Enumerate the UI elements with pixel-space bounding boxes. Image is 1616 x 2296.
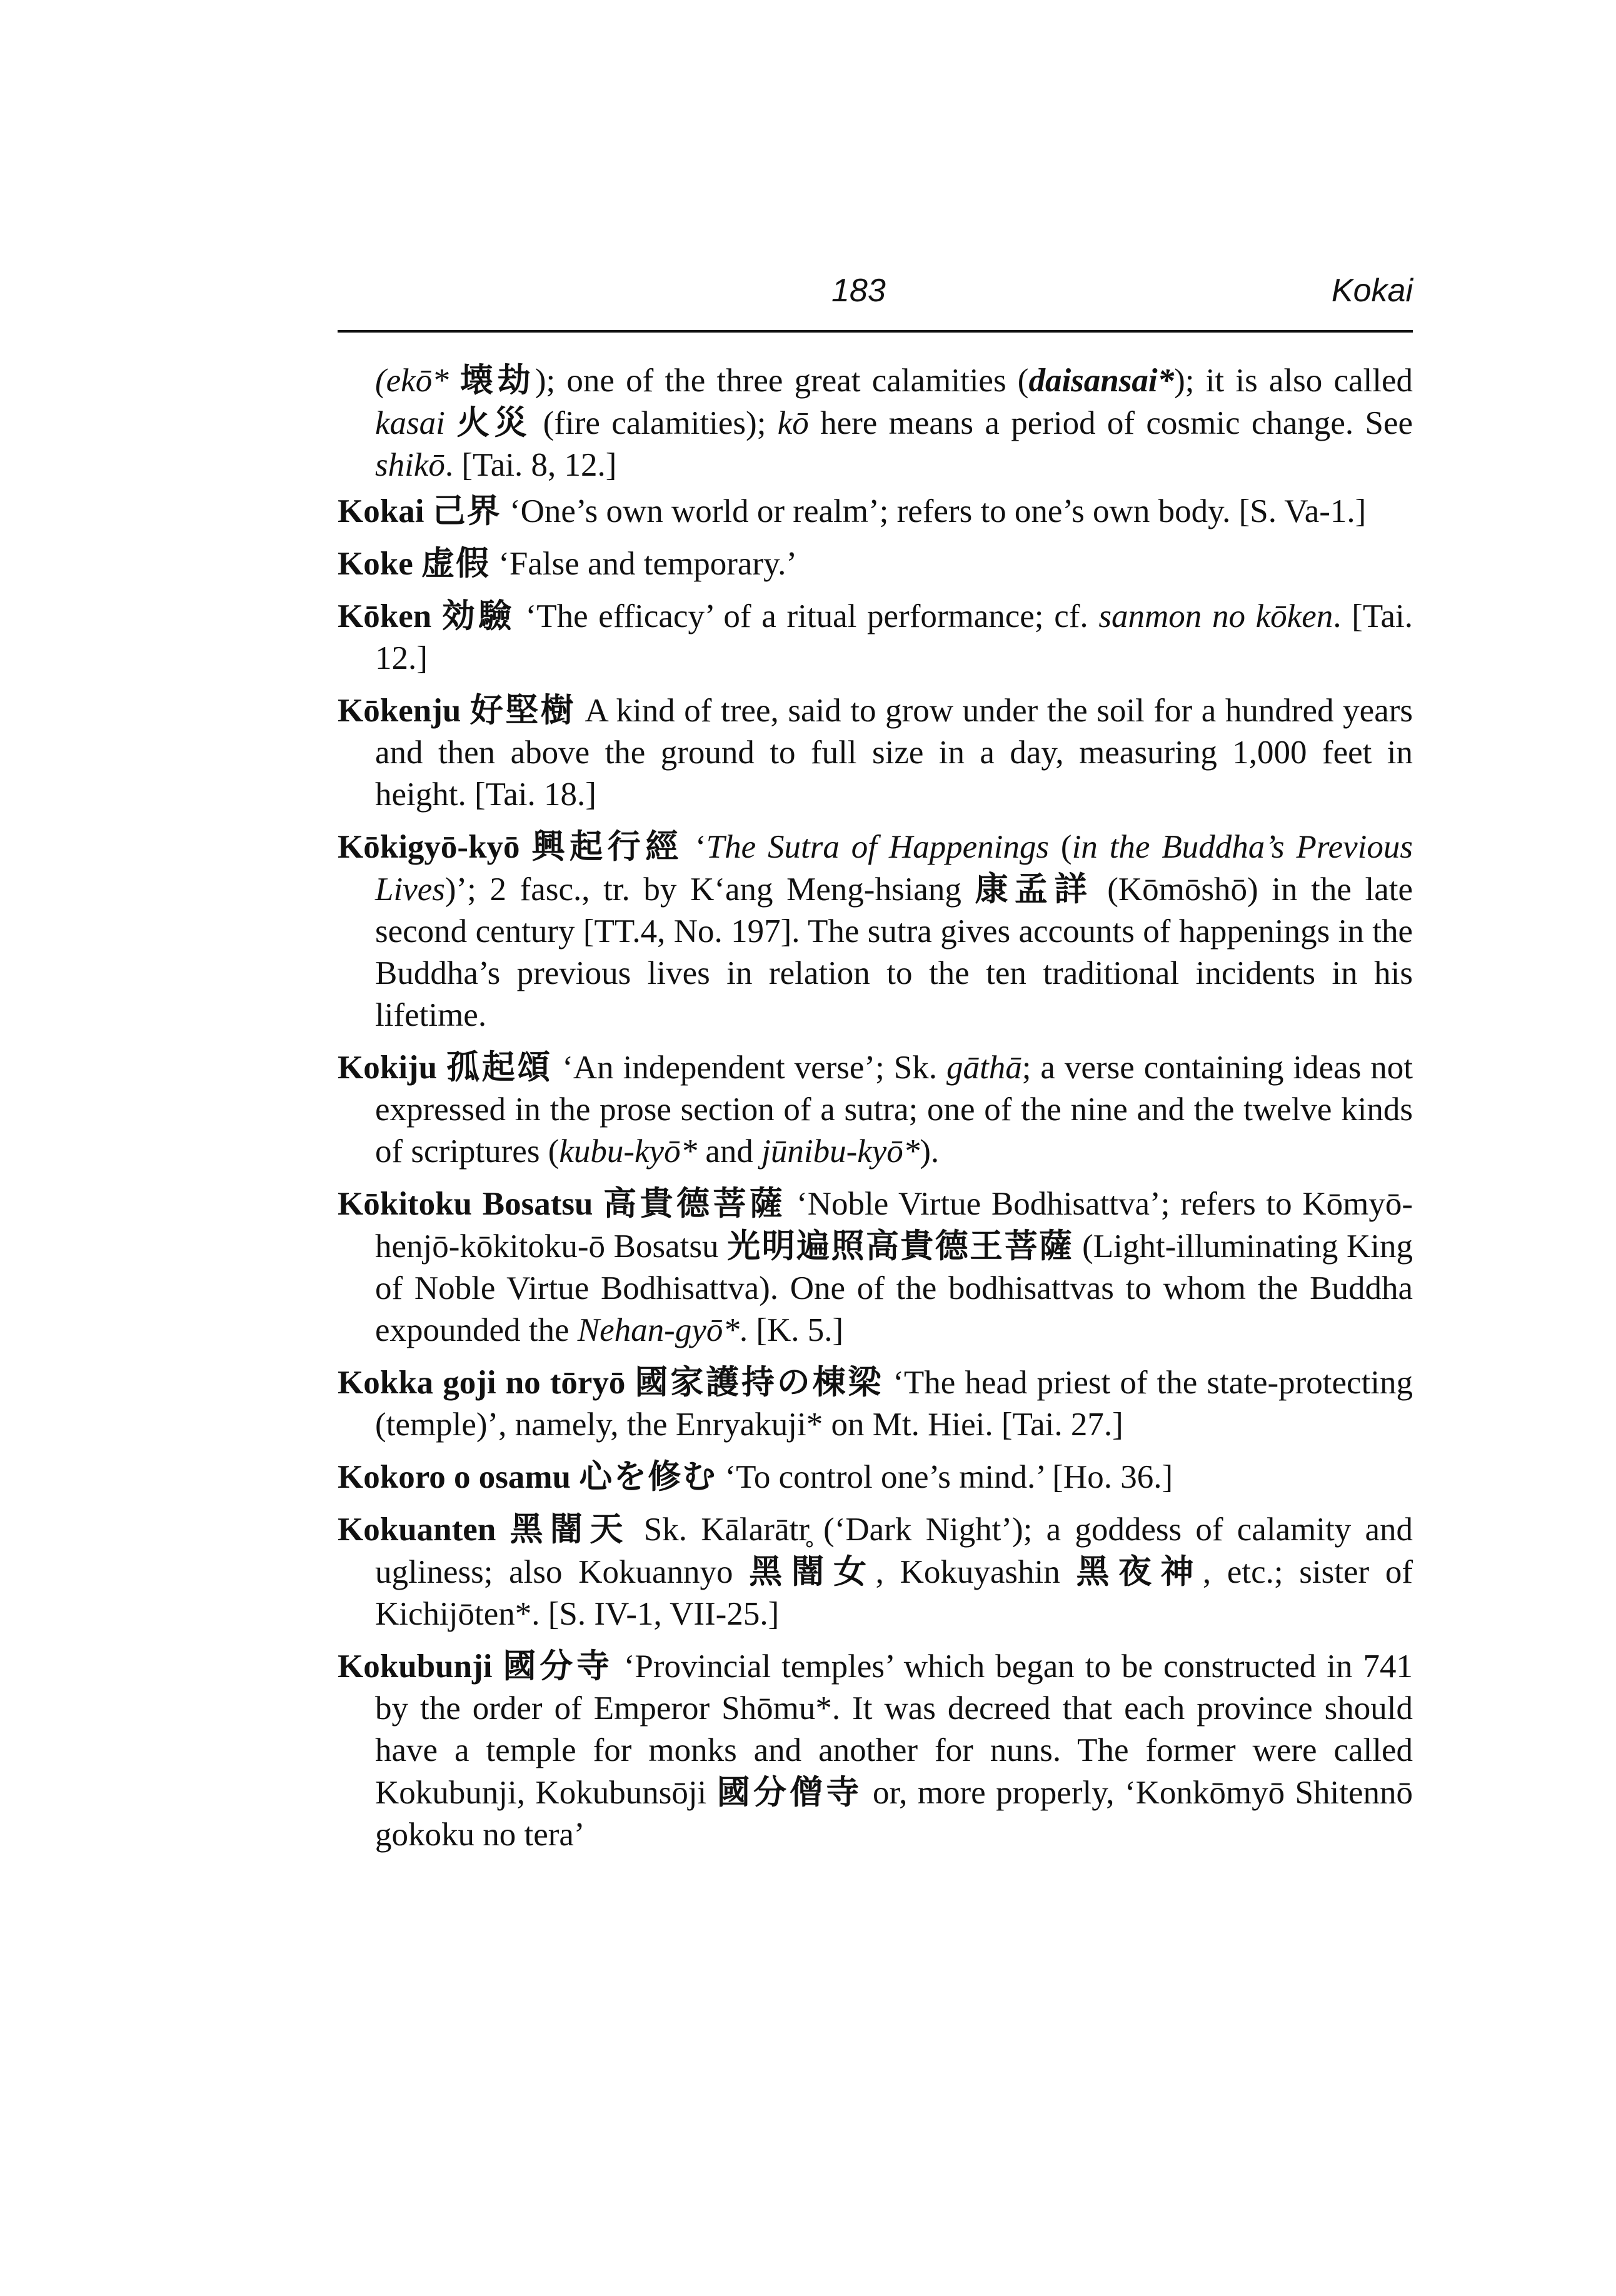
text-run: . [K. 5.] [739, 1312, 844, 1348]
kanji-term: 己界 [432, 492, 501, 530]
italic-text: kō [777, 405, 809, 441]
text-run [461, 693, 470, 729]
text-run: . [Tai. 8, 12.] [444, 447, 617, 483]
text-run: (Kōmōshō) in the late second century [TT.4, No. 197]. The sutra gives accounts of happenings in the Buddha’s previous lives in relation to the ten traditional incidents in his lifetime. [375, 871, 1413, 1033]
entry-kokoro [338, 1456, 1413, 1498]
text-run: ‘The head priest of the state-protecting (temple)’, namely, the Enryakuji* on Mt. Hiei. [Tai. 27.] [375, 1365, 1413, 1443]
text-run: )’; 2 fasc., tr. by K‘ang Meng-hsiang [444, 871, 975, 908]
text-run [449, 363, 460, 399]
text-run: A kind of tree, said to grow under the soil for a hundred years and then above the ground to full size in a day, measuring 1,000 feet in height. [Tai. 18.] [375, 693, 1413, 813]
page-header [338, 272, 1413, 316]
text-run: ‘To control one’s mind.’ [Ho. 36.] [716, 1459, 1173, 1495]
text-run [424, 493, 432, 529]
text-run: ‘An independent verse’; Sk. [553, 1050, 946, 1086]
kanji-term: 國分寺 [503, 1647, 613, 1685]
entry-koken [338, 595, 1413, 679]
text-run: ‘False and temporary.’ [489, 546, 798, 582]
entry-kokka [338, 1361, 1413, 1446]
entry-kokai [338, 490, 1413, 533]
headword: Kokoro o osamu [338, 1459, 571, 1495]
italic-text: daisansai* [1028, 363, 1175, 399]
text-run: ‘The efficacy’ of a ritual performance; cf. [514, 598, 1099, 634]
header-rule [338, 330, 1413, 333]
text-run: ); it is also called [1174, 363, 1413, 399]
kanji-term: 火災 [456, 404, 532, 442]
text-run [445, 405, 456, 441]
text-run: ‘Provincial temples’ which began to be constructed in 741 by the order of Emperor Shōmu*. It was decreed that each province should have a temple for monks and another for nuns. The former were called Kokubunji, Kokubunsōji [375, 1648, 1413, 1811]
italic-text: Nehan-gyō* [577, 1312, 740, 1348]
italic-text: in the Buddha’s Previous Lives [375, 829, 1413, 908]
kanji-term: 興起行經 [531, 828, 684, 866]
text-run: and [697, 1133, 762, 1170]
headword: Kōkigyō-kyō [338, 829, 520, 865]
entry-continuation [338, 359, 1413, 486]
text-run: ‘Noble Virtue Bodhisattva’; refers to Kōmyō-henjō-kōkitoku-ō Bosatsu [375, 1186, 1413, 1265]
kanji-term: 効驗 [441, 597, 515, 635]
kanji-term: 高貴德菩薩 [603, 1185, 786, 1223]
text-run: , etc.; sister of Kichijōten*. [S. IV-1, VII-25.] [375, 1554, 1413, 1632]
entry-kokenju [338, 689, 1413, 816]
headword: Kokiju [338, 1050, 438, 1086]
text-run [571, 1459, 579, 1495]
text-run: ). [920, 1133, 940, 1170]
kanji-term: 黑闇女 [749, 1553, 876, 1591]
kanji-term: 康孟詳 [975, 870, 1094, 908]
entry-kokigyo [338, 826, 1413, 1036]
text-run: here means a period of cosmic change. See [808, 405, 1413, 441]
text-run: , Kokuyashin [875, 1554, 1076, 1590]
text-run [413, 546, 421, 582]
kanji-term: 壊劫 [459, 361, 535, 399]
dictionary-entries [338, 359, 1413, 1866]
text-run: (fire calamities); [531, 405, 778, 441]
text-run: (Light-illuminating King of Noble Virtue Bodhisattva). One of the bodhisattvas to whom the Buddha expounded the [375, 1228, 1413, 1348]
headword: Kokai [338, 493, 424, 529]
text-run [520, 829, 532, 865]
headword: Koke [338, 546, 413, 582]
running-head: Kokai [1331, 273, 1413, 309]
headword: Kokuanten [338, 1511, 496, 1548]
kanji-term: 黑闇天 [509, 1510, 630, 1548]
kanji-term: 國家護持の棟梁 [635, 1363, 884, 1401]
text-run: ); one of the three great calamities ( [534, 363, 1029, 399]
text-run [437, 1050, 446, 1086]
text-run: . [Tai. 12.] [375, 598, 1413, 676]
italic-text: sanmon no kōken [1098, 598, 1333, 634]
text-run [593, 1186, 603, 1222]
italic-text: kasai [375, 405, 445, 441]
headword: Kōken [338, 598, 432, 634]
kanji-term: 心を修む [579, 1458, 717, 1496]
headword: Kokka goji no tōryō [338, 1365, 626, 1401]
kanji-term: 虚假 [421, 544, 490, 583]
kanji-term: 好堅樹 [469, 691, 576, 729]
italic-text: kubu-kyō* [559, 1133, 698, 1170]
entry-koke [338, 543, 1413, 585]
kanji-term: 光明遍照高貴德王菩薩 [727, 1227, 1074, 1265]
page-number: 183 [831, 273, 886, 309]
entry-kokiju [338, 1046, 1413, 1173]
italic-text: shikō [375, 447, 445, 483]
italic-text: (ekō* [375, 363, 449, 399]
text-run: ‘One’s own world or realm’; refers to one’s own body. [S. Va-1.] [501, 493, 1367, 529]
text-run: ( [1049, 829, 1072, 865]
text-run: ‘ [683, 829, 706, 865]
entry-kokitoku [338, 1183, 1413, 1351]
kanji-term: 國分僧寺 [716, 1773, 863, 1812]
entry-kokuanten [338, 1508, 1413, 1635]
text-run [496, 1511, 509, 1548]
kanji-term: 黑夜神 [1076, 1553, 1203, 1591]
text-run: ; a verse containing ideas not expressed in the prose section of a sutra; one of the nine and the twelve kinds of scriptures ( [375, 1050, 1413, 1170]
kanji-term: 孤起頌 [446, 1048, 553, 1086]
text-run: Sk. Kālarātr̥ (‘Dark Night’); a goddess of calamity and ugliness; also Kokuannyo [375, 1511, 1413, 1590]
headword: Kōkenju [338, 693, 461, 729]
text-run [431, 598, 442, 634]
entry-kokubunji [338, 1645, 1413, 1856]
text-run [492, 1648, 503, 1685]
headword: Kokubunji [338, 1648, 493, 1685]
italic-text: The Sutra of Happenings [706, 829, 1050, 865]
italic-text: gāthā [946, 1050, 1022, 1086]
headword: Kōkitoku Bosatsu [338, 1186, 593, 1222]
text-run [625, 1365, 635, 1401]
text-run: or, more properly, ‘Konkōmyō Shitennō gokoku no tera’ [375, 1775, 1413, 1853]
italic-text: jūnibu-kyō* [761, 1133, 920, 1170]
